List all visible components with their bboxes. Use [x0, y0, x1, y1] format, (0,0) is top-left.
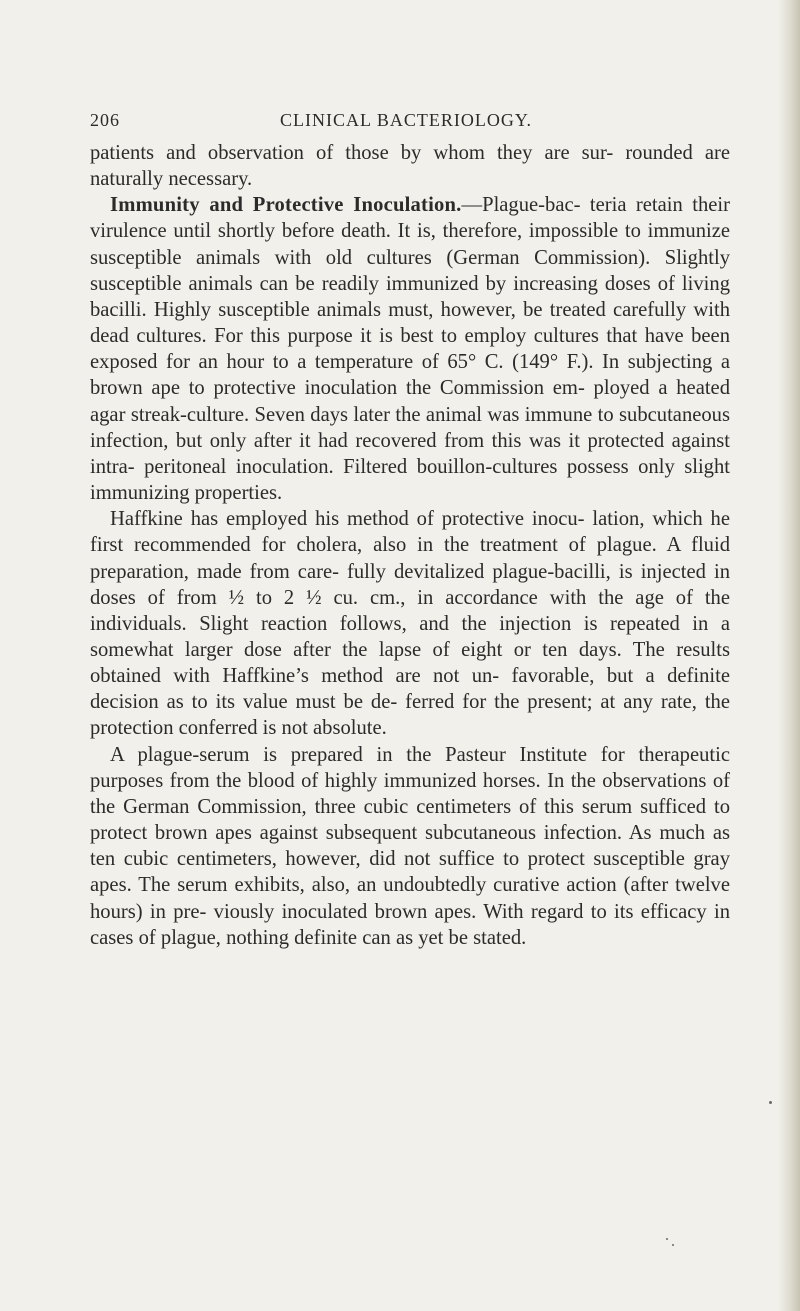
print-speck [769, 1101, 772, 1104]
page-number: 206 [90, 110, 120, 130]
paragraph-continued: patients and observation of those by whom they are sur- rounded are naturally necessary. [90, 142, 730, 191]
paragraph-immunity-text: —Plague-bac- teria retain their virulence until shortly before death. It is, therefore, impossible to immunize susceptible animals with old cultures (German Commission). Slightly susceptible animals can be readily immunized by increasing doses of living bacilli. Highly susceptible animals must, however, be treated carefully with dead cultures. For this purpose it is best to employ cultures that have been exposed for an hour to a temperature of 65° C. (149° F.). In subjecting a brown ape to protective inoculation the Commission em- ployed a heated agar streak-culture. Seven days later the animal was immune to subcutaneous infection, but only after it had recovered from this was it protected against intra- peritoneal inoculation. Filtered bouillon-cultures possess only slight immunizing properties. [90, 194, 730, 505]
paragraph-haffkine: Haffkine has employed his method of protective inocu- lation, which he first recommended for cholera, also in the treatment of plague. A fluid preparation, made from care- fully devitalized plague-bacilli, is injected in doses of from ½ to 2 ½ cu. cm., in accordance with the age of the individuals. Slight reaction follows, and the injection is repeated in a somewhat larger dose after the lapse of eight or ten days. The results obtained with Haffkine’s method are not un- favorable, but a definite decision as to its value must be de- ferred for the present; at any rate, the protection conferred is not absolute. [90, 508, 730, 740]
page-edge-shadow [778, 0, 800, 1311]
section-heading: Immunity and Protective Inoculation. [110, 194, 462, 217]
paragraph-plague-serum: A plague-serum is prepared in the Pasteur Institute for therapeutic purposes from the blood of highly immunized horses. In the observations of the German Commission, three cubic centimeters of this serum sufficed to protect brown apes against subsequent subcutaneous infection. As much as ten cubic centimeters, however, did not suffice to protect susceptible gray apes. The serum exhibits, also, an undoubtedly curative action (after twelve hours) in pre- viously inoculated brown apes. With regard to its efficacy in cases of plague, nothing definite can as yet be stated. [90, 743, 730, 949]
page-body [90, 140, 730, 951]
print-speck [672, 1244, 674, 1246]
page-header [90, 110, 730, 134]
print-speck [666, 1238, 668, 1240]
running-head: CLINICAL BACTERIOLOGY. [280, 110, 532, 130]
paragraph-immunity [90, 192, 730, 506]
